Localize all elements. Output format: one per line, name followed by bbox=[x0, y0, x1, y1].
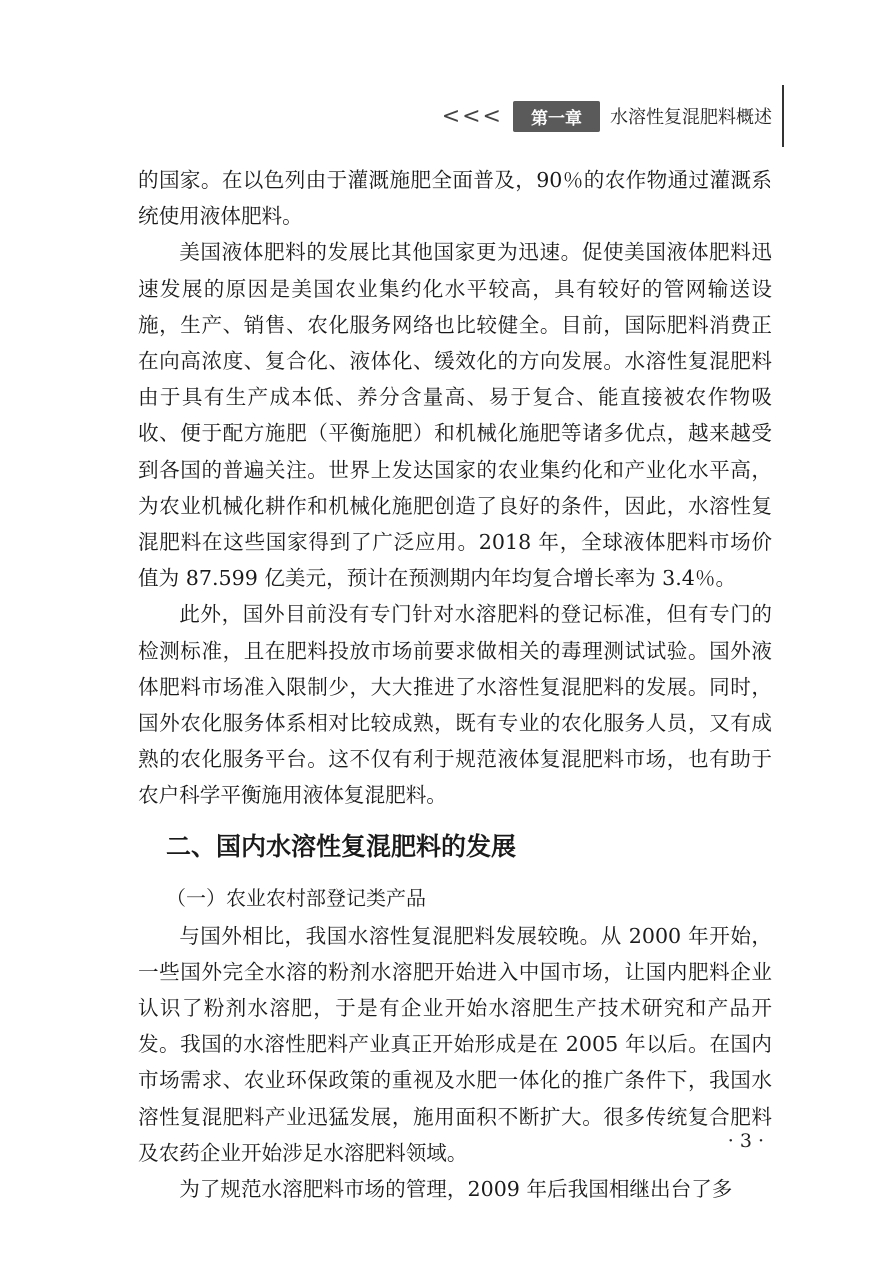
chapter-badge: 第一章 bbox=[513, 101, 600, 132]
paragraph-3: 此外，国外目前没有专门针对水溶肥料的登记标准，但有专门的检测标准，且在肥料投放市场前要求做相关的毒理测试试验。国外液体肥料市场准入限制少，大大推进了水溶性复混肥料的发展。同时，国外农化服务体系相对比较成熟，既有专业的农化服务人员，又有成熟的农化服务平台。这不仅有利于规范液体复混肥料市场，也有助于农户科学平衡施用液体复混肥料。 bbox=[138, 602, 772, 808]
subsection-heading: （一）农业农村部登记类产品 bbox=[166, 885, 426, 910]
paragraph-5: 为了规范水溶肥料市场的管理，2009 年后我国相继出台了多 bbox=[179, 1177, 733, 1202]
header-rule bbox=[782, 85, 784, 147]
page-number: · 3 · bbox=[727, 1130, 764, 1152]
paragraph-4: 与国外相比，我国水溶性复混肥料发展较晚。从 2000 年开始，一些国外完全水溶的粉剂水溶肥开始进入中国市场，让国内肥料企业认识了粉剂水溶肥，于是有企业开始水溶肥生产技术研究和产品开发。我国的水溶性肥料产业真正开始形成是在 2005 年以后。在国内市场需求、农业环保政策的重视及水肥一体化的推广条件下，我国水溶性复混肥料产业迅猛发展，施用面积不断扩大。很多传统复合肥料及农药企业开始涉足水溶肥料领域。 bbox=[138, 923, 772, 1165]
running-header bbox=[442, 98, 772, 134]
paragraph-2: 美国液体肥料的发展比其他国家更为迅速。促使美国液体肥料迅速发展的原因是美国农业集约化水平较高，具有较好的管网输送设施，生产、销售、农化服务网络也比较健全。目前，国际肥料消费正在向高浓度、复合化、液体化、缓效化的方向发展。水溶性复混肥料由于具有生产成本低、养分含量高、易于复合、能直接被农作物吸收、便于配方施肥（平衡施肥）和机械化施肥等诸多优点，越来越受到各国的普遍关注。世界上发达国家的农业集约化和产业化水平高，为农业机械化耕作和机械化施肥创造了良好的条件，因此，水溶性复混肥料在这些国家得到了广泛应用。2018 年，全球液体肥料市场价值为 87.599 亿美元，预计在预测期内年均复合增长率为 3.4％。 bbox=[138, 240, 772, 591]
chapter-title: 水溶性复混肥料概述 bbox=[610, 107, 772, 128]
page-body bbox=[138, 162, 772, 1207]
paragraph-1: 的国家。在以色列由于灌溉施肥全面普及，90％的农作物通过灌溉系统使用液体肥料。 bbox=[138, 168, 772, 229]
section-heading: 二、国内水溶性复混肥料的发展 bbox=[166, 831, 517, 861]
header-arrows: <<< bbox=[441, 103, 503, 129]
